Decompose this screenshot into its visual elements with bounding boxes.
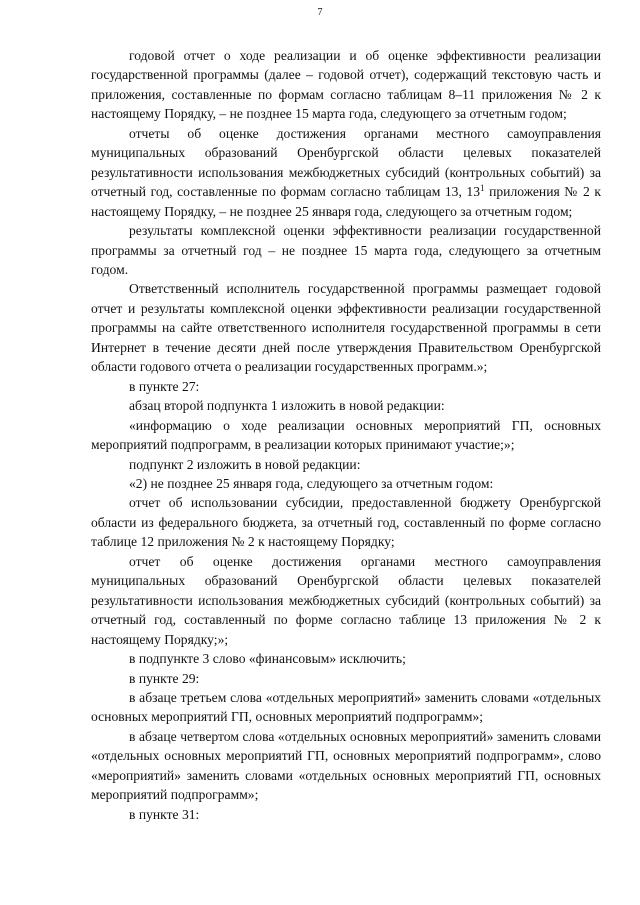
paragraph-annual-report: годовой отчет о ходе реализации и об оценке эффективности реализации государственной программы (далее – годовой отчет), содержащий текстовую часть и приложения, составленные по формам согласно таблицам 8–11 приложения № 2 к настоящему Порядку, – не позднее 15 марта года, следующего за отчетным годом; xyxy=(91,48,601,122)
document-body xyxy=(91,46,601,824)
paragraph-quote-info: «информацию о ходе реализации основных мероприятий ГП, основных мероприятий подпрограмм, в реализации которых принимают участие;»; xyxy=(91,417,601,453)
paragraph-subsidy-use-report: отчет об использовании субсидии, предоставленной бюджету Оренбургской области из федерального бюджета, за отчетный год, составленный по форме согласно таблице 12 приложения № 2 к настоящему Порядку; xyxy=(91,495,601,550)
paragraph-text: отчеты об оценке достижения органами местного самоуправления муниципальных образований Оренбургской области целевых показателей результативности использования межбюджетных субсидий (контрольных событий) за отчетный год, составленные по формам согласно таблицам 13, 13 xyxy=(91,125,601,200)
paragraph-subitem-1: абзац второй подпункта 1 изложить в новой редакции: xyxy=(129,398,445,414)
paragraph-deadline: «2) не позднее 25 января года, следующего за отчетным годом: xyxy=(129,475,494,491)
paragraph-subsidy-reports xyxy=(91,124,601,221)
paragraph-publication: Ответственный исполнитель государственной программы размещает годовой отчет и результаты комплексной оценки эффективности реализации государственной программы на сайте ответственного исполнителя государственной программы в сети Интернет в течение десяти дней после утверждения Правительством Оренбургской области годового отчета о реализации государственных программ.»; xyxy=(91,281,601,375)
paragraph-subitem-3: в подпункте 3 слово «финансовым» исключить; xyxy=(129,651,406,667)
paragraph-item-27: в пункте 27: xyxy=(129,378,200,394)
paragraph-third-abzac: в абзаце третьем слова «отдельных мероприятий» заменить словами «отдельных основных мероприятий ГП, основных мероприятий подпрограмм»; xyxy=(91,689,601,725)
paragraph-complex-assessment: результаты комплексной оценки эффективности реализации государственной программы за отчетный год – не позднее 15 марта года, следующего за отчетным годом. xyxy=(91,223,601,277)
paragraph-subitem-2: подпункт 2 изложить в новой редакции: xyxy=(129,456,361,472)
paragraph-fourth-abzac: в абзаце четвертом слова «отдельных основных мероприятий» заменить словами «отдельных основных мероприятий ГП, основных мероприятий подпрограмм», слово «мероприятий» заменить словами «отдельных основных мероприятий ГП, основных мероприятий подпрограмм»; xyxy=(91,728,601,803)
page-number: 7 xyxy=(317,7,323,18)
paragraph-targets-report: отчет об оценке достижения органами местного самоуправления муниципальных образований Оренбургской области целевых показателей результативности использования межбюджетных субсидий (контрольных событий) за отчетный год, составленный по форме согласно таблице 13 приложения № 2 к настоящему Порядку;»; xyxy=(91,553,601,647)
paragraph-text: приложения № 2 к настоящему Порядку, – не позднее 25 января года, следующего за отчетным годом; xyxy=(91,184,601,219)
superscript: 1 xyxy=(480,183,485,194)
paragraph-item-29: в пункте 29: xyxy=(129,670,200,686)
paragraph-item-31: в пункте 31: xyxy=(129,806,200,822)
